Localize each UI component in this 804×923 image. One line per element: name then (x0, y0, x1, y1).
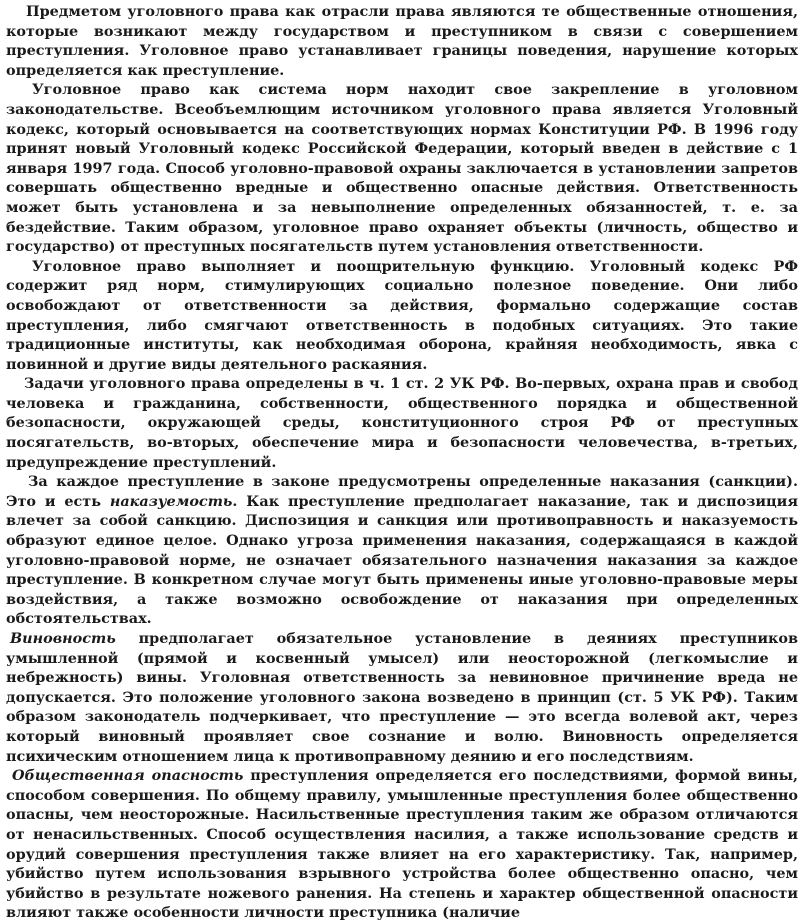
paragraph-5-rest: . Как преступление предполагает наказание, так и диспозиция влечет за собой санкцию. Диспозиция и санкция или противоправность и наказуемость образуют единое целое. Однако угроза применения наказания, содержащаяся в каждой уголовно-правовой норме, не означает обязательного назначения наказания за каждое преступление. В конкретном случае могут быть применены иные уголовно-правовые меры воздействия, а также возможно освобождение от наказания при определенных обстоятельствах. (6, 492, 798, 628)
term-public-danger: Общественная опасность (12, 767, 244, 785)
term-punishability: наказуемость (109, 492, 233, 510)
paragraph-3: Уголовное право выполняет и поощрительную функцию. Уголовный кодекс РФ содержит ряд норм, стимулирующих социально полезное поведение. Они либо освобождают от ответственности за действия, формально содержащие состав преступления, либо смягчают ответственность в подобных ситуациях. Это такие традиционные институты, как необходимая оборона, крайняя необходимость, явка с повинной и другие виды деятельного раскаяния. (6, 257, 798, 373)
paragraph-4: Задачи уголовного права определены в ч. 1 ст. 2 УК РФ. Во-первых, охрана прав и свобод человека и гражданина, собственности, общественного порядка и общественной безопасности, окружающей среды, конституционного строя РФ от преступных посягательств, во-вторых, обеспечение мира и безопасности человечества, в-третьих, предупреждение преступлений. (6, 375, 798, 471)
paragraph-6-rest: предполагает обязательное установление в деяниях преступников умышленной (прямой и косвенный умысел) или неосторожной (легкомыслие и небрежность) вины. Уголовная ответственность за невиновное причинение вреда не допускается. Это положение уголовного закона возведено в принцип (ст. 5 УК РФ). Таким образом законодатель подчеркивает, что преступление — это всегда волевой акт, через который виновный проявляет свое сознание и волю. Виновность определяется психическим отношением лица к противоправному деянию и его последствиям. (6, 630, 798, 765)
paragraph-1: Предметом уголовного права как отрасли права являются те общественные отношения, которые возникают между государством и преступником в связи с совершением преступления. Уголовное право устанавливает границы поведения, нарушение которых определяется как преступление. (6, 3, 798, 79)
paragraph-5 (6, 472, 798, 629)
paragraph-7 (6, 766, 798, 923)
term-guilt: Виновность (10, 630, 116, 647)
paragraph-2: Уголовное право как система норм находит свое закрепление в уголовном законодательстве. Всеобъемлющим источником уголовного права является Уголовный кодекс, который основывается на соответствующих нормах Конституции РФ. В 1996 году принят новый Уголовный кодекс Российской Федерации, который введен в действие с 1 января 1997 года. Способ уголовно-правовой охраны заключается в установлении запретов совершать общественно вредные и общественно опасные действия. Ответственность может быть установлена и за невыполнение определенных обязанностей, т. е. за бездействие. Таким образом, уголовное право охраняет объекты (личность, общество и государство) от преступных посягательств путем установления ответственности. (6, 81, 798, 256)
paragraph-6 (6, 629, 798, 766)
paragraph-7-rest: преступления определяется его последствиями, формой вины, способом совершения. По общему правилу, умышленные преступления более общественно опасны, чем неосторожные. Насильственные преступления таким же образом отличаются от ненасильственных. Способ осуществления насилия, а также использование средств и орудий совершения преступления также влияет на его характеристику. Так, например, убийство путем использования взрывного устройства более общественно опасно, чем убийство в результате ножевого ранения. На степень и характер общественной опасности влияют также особенности личности преступника (наличие (6, 767, 799, 922)
paragraph-5-start: За каждое преступление в законе предусмотрены определенные наказания (санкции). Это и есть (6, 473, 798, 510)
